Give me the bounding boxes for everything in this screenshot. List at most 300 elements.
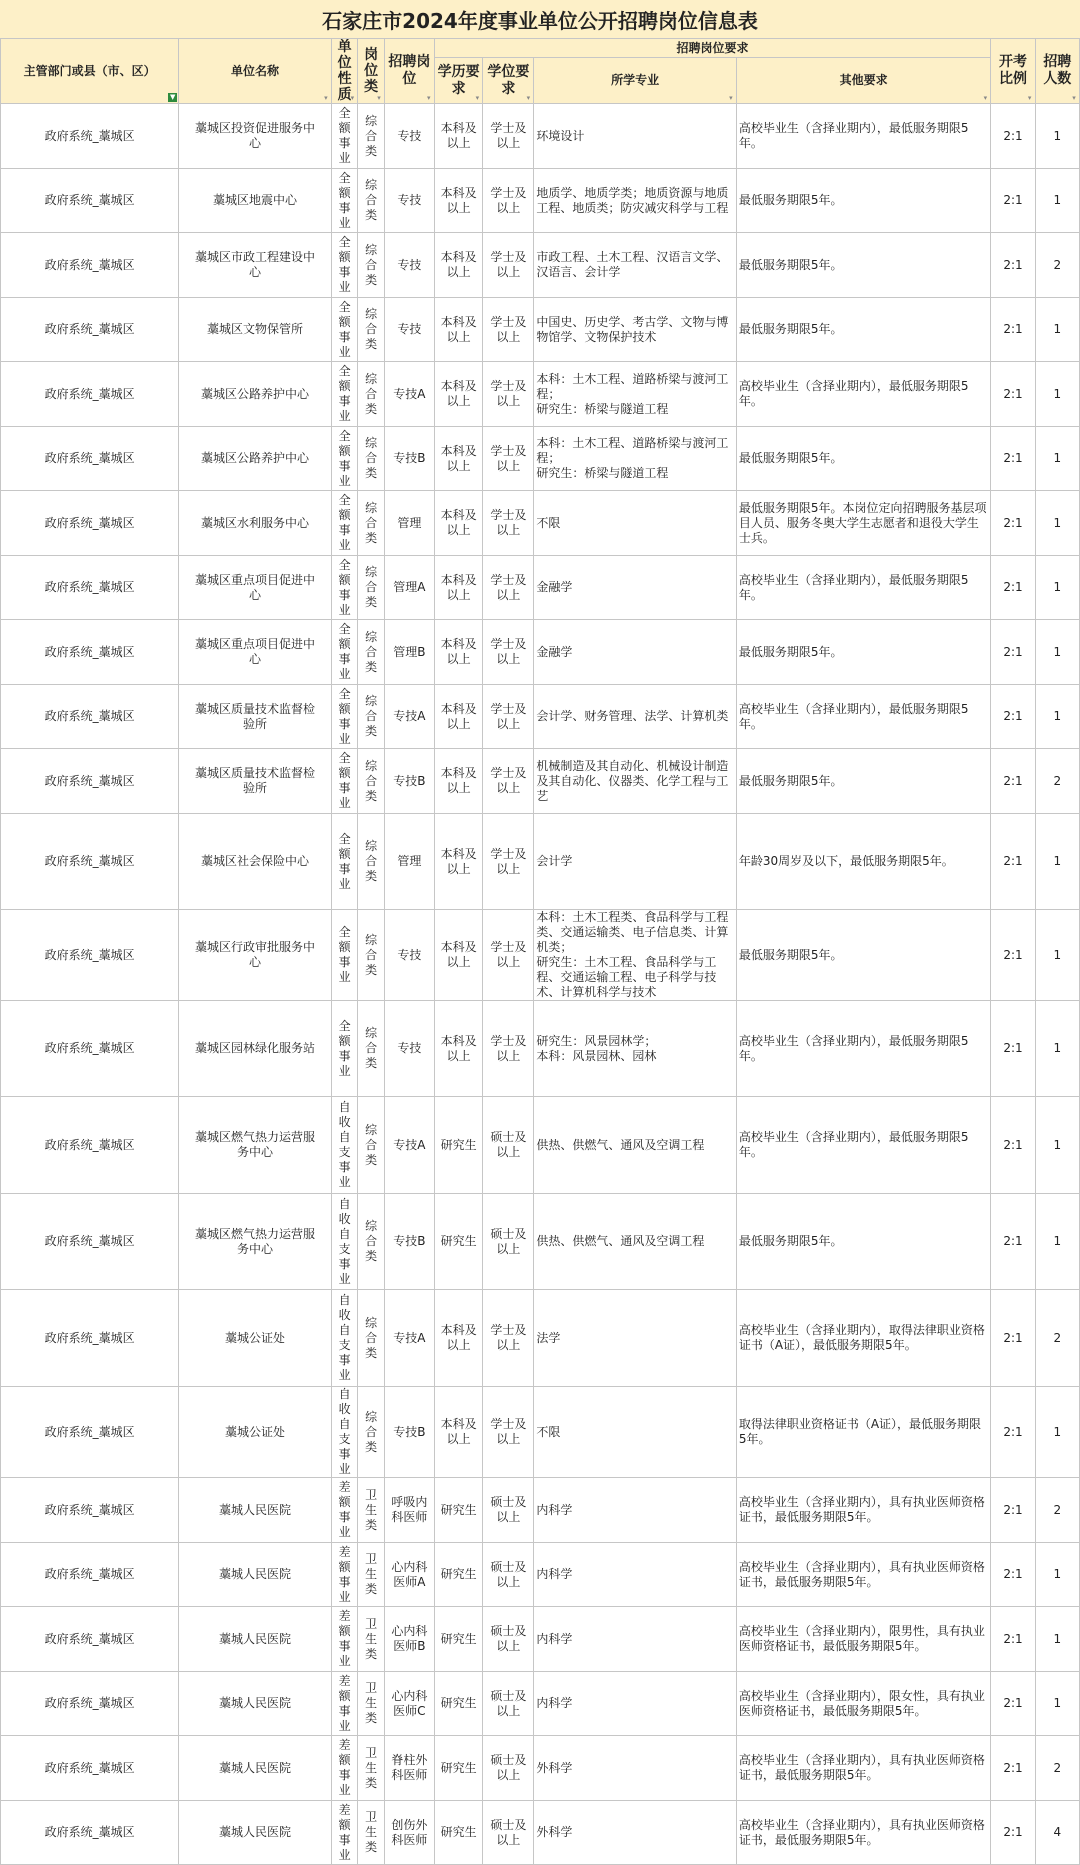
cell-post-type[interactable]: 综合类: [358, 104, 385, 169]
cell-education[interactable]: 本科及以上: [434, 1001, 483, 1097]
cell-dept[interactable]: 政府系统_藁城区: [1, 1543, 179, 1607]
cell-post-type[interactable]: 综合类: [358, 685, 385, 749]
cell-major[interactable]: 机械制造及其自动化、机械设计制造及其自动化、仪器类、化学工程与工艺: [534, 749, 737, 814]
cell-degree[interactable]: 学士及以上: [483, 298, 534, 362]
header-unit-nature[interactable]: [331, 39, 358, 104]
cell-education[interactable]: 本科及以上: [434, 362, 483, 427]
cell-dept[interactable]: 政府系统_藁城区: [1, 1672, 179, 1736]
cell-unit-nature[interactable]: 差额事业: [331, 1736, 358, 1801]
cell-dept[interactable]: 政府系统_藁城区: [1, 620, 179, 685]
cell-unit-nature[interactable]: 差额事业: [331, 1478, 358, 1543]
cell-post-type[interactable]: 综合类: [358, 556, 385, 620]
cell-degree[interactable]: 学士及以上: [483, 362, 534, 427]
cell-other[interactable]: 最低服务期限5年。: [736, 1194, 991, 1290]
cell-major[interactable]: 中国史、历史学、考古学、文物与博物馆学、文物保护技术: [534, 298, 737, 362]
cell-major[interactable]: 金融学: [534, 620, 737, 685]
cell-post-type[interactable]: 综合类: [358, 233, 385, 298]
cell-degree[interactable]: 学士及以上: [483, 104, 534, 169]
cell-other[interactable]: 最低服务期限5年。: [736, 620, 991, 685]
cell-degree[interactable]: 学士及以上: [483, 620, 534, 685]
cell-unit-nature[interactable]: 全额事业: [331, 298, 358, 362]
cell-post-type[interactable]: 综合类: [358, 169, 385, 233]
cell-count[interactable]: 1: [1035, 1097, 1079, 1194]
cell-post[interactable]: 心内科医师C: [384, 1672, 434, 1736]
table-row[interactable]: [1, 1097, 1080, 1194]
cell-unit-nature[interactable]: 全额事业: [331, 169, 358, 233]
cell-degree[interactable]: 硕士及以上: [483, 1801, 534, 1865]
cell-other[interactable]: 最低服务期限5年。: [736, 298, 991, 362]
cell-post[interactable]: 专技: [384, 104, 434, 169]
filter-dropdown-icon[interactable]: ▾: [426, 94, 431, 102]
cell-unit[interactable]: 藁城人民医院: [179, 1543, 332, 1607]
cell-unit-nature[interactable]: 全额事业: [331, 749, 358, 814]
table-row[interactable]: [1, 814, 1080, 910]
cell-other[interactable]: 高校毕业生（含择业期内），最低服务期限5年。: [736, 685, 991, 749]
cell-ratio[interactable]: 2:1: [991, 491, 1035, 556]
table-row[interactable]: [1, 1290, 1080, 1387]
cell-unit-nature[interactable]: 差额事业: [331, 1543, 358, 1607]
cell-unit[interactable]: 藁城区水利服务中心: [179, 491, 332, 556]
cell-other[interactable]: 最低服务期限5年。: [736, 749, 991, 814]
cell-unit-nature[interactable]: 全额事业: [331, 910, 358, 1001]
cell-post-type[interactable]: 综合类: [358, 910, 385, 1001]
cell-degree[interactable]: 学士及以上: [483, 685, 534, 749]
cell-count[interactable]: 4: [1035, 1801, 1079, 1865]
cell-post-type[interactable]: 综合类: [358, 362, 385, 427]
cell-unit-nature[interactable]: 自收自支事业: [331, 1194, 358, 1290]
cell-ratio[interactable]: 2:1: [991, 685, 1035, 749]
cell-other[interactable]: 年龄30周岁及以下，最低服务期限5年。: [736, 814, 991, 910]
filter-dropdown-icon[interactable]: ▾: [526, 94, 531, 102]
cell-major[interactable]: 内科学: [534, 1607, 737, 1672]
table-row[interactable]: [1, 749, 1080, 814]
cell-post[interactable]: 管理A: [384, 556, 434, 620]
cell-ratio[interactable]: 2:1: [991, 233, 1035, 298]
cell-post-type[interactable]: 卫生类: [358, 1543, 385, 1607]
cell-degree[interactable]: 学士及以上: [483, 169, 534, 233]
cell-unit-nature[interactable]: 全额事业: [331, 427, 358, 491]
cell-education[interactable]: 本科及以上: [434, 814, 483, 910]
cell-unit-nature[interactable]: 全额事业: [331, 233, 358, 298]
table-row[interactable]: [1, 298, 1080, 362]
cell-dept[interactable]: 政府系统_藁城区: [1, 1478, 179, 1543]
cell-degree[interactable]: 学士及以上: [483, 233, 534, 298]
cell-ratio[interactable]: 2:1: [991, 1607, 1035, 1672]
cell-unit-nature[interactable]: 全额事业: [331, 685, 358, 749]
cell-education[interactable]: 研究生: [434, 1194, 483, 1290]
header-major[interactable]: [534, 58, 737, 104]
cell-unit[interactable]: 藁城区质量技术监督检验所: [179, 685, 332, 749]
cell-degree[interactable]: 学士及以上: [483, 1001, 534, 1097]
cell-major[interactable]: 研究生：风景园林学； 本科：风景园林、园林: [534, 1001, 737, 1097]
table-row[interactable]: [1, 910, 1080, 1001]
cell-post-type[interactable]: 卫生类: [358, 1672, 385, 1736]
cell-count[interactable]: 1: [1035, 910, 1079, 1001]
cell-major[interactable]: 金融学: [534, 556, 737, 620]
table-row[interactable]: [1, 1387, 1080, 1478]
cell-unit-nature[interactable]: 自收自支事业: [331, 1097, 358, 1194]
cell-ratio[interactable]: 2:1: [991, 910, 1035, 1001]
cell-major[interactable]: 内科学: [534, 1478, 737, 1543]
cell-degree[interactable]: 硕士及以上: [483, 1607, 534, 1672]
cell-major[interactable]: 本科：土木工程类、食品科学与工程类、交通运输类、电子信息类、计算机类； 研究生：土木工程、食品科学与工程、交通运输工程、电子科学与技术、计算机科学与技术: [534, 910, 737, 1001]
cell-unit-nature[interactable]: 差额事业: [331, 1801, 358, 1865]
cell-dept[interactable]: 政府系统_藁城区: [1, 427, 179, 491]
cell-post[interactable]: 心内科医师B: [384, 1607, 434, 1672]
cell-other[interactable]: 高校毕业生（含择业期内），取得法律职业资格证书（A证），最低服务期限5年。: [736, 1290, 991, 1387]
table-row[interactable]: [1, 1478, 1080, 1543]
cell-other[interactable]: 高校毕业生（含择业期内），具有执业医师资格证书，最低服务期限5年。: [736, 1478, 991, 1543]
cell-post[interactable]: 创伤外科医师: [384, 1801, 434, 1865]
cell-ratio[interactable]: 2:1: [991, 104, 1035, 169]
cell-unit-nature[interactable]: 全额事业: [331, 814, 358, 910]
cell-unit[interactable]: 藁城公证处: [179, 1290, 332, 1387]
cell-education[interactable]: 本科及以上: [434, 910, 483, 1001]
cell-count[interactable]: 1: [1035, 491, 1079, 556]
cell-post[interactable]: 管理B: [384, 620, 434, 685]
cell-post[interactable]: 专技: [384, 910, 434, 1001]
filter-dropdown-icon[interactable]: ▾: [377, 94, 381, 102]
cell-dept[interactable]: 政府系统_藁城区: [1, 1001, 179, 1097]
cell-post-type[interactable]: 综合类: [358, 1097, 385, 1194]
cell-count[interactable]: 1: [1035, 298, 1079, 362]
cell-post-type[interactable]: 综合类: [358, 620, 385, 685]
filter-dropdown-icon[interactable]: ▾: [475, 94, 480, 102]
cell-count[interactable]: 2: [1035, 1736, 1079, 1801]
cell-post[interactable]: 专技A: [384, 685, 434, 749]
cell-major[interactable]: 内科学: [534, 1543, 737, 1607]
cell-other[interactable]: 高校毕业生（含择业期内），限女性，具有执业医师资格证书，最低服务期限5年。: [736, 1672, 991, 1736]
cell-ratio[interactable]: 2:1: [991, 362, 1035, 427]
cell-other[interactable]: 最低服务期限5年。本岗位定向招聘服务基层项目人员、服务冬奥大学生志愿者和退役大学生士兵。: [736, 491, 991, 556]
cell-dept[interactable]: 政府系统_藁城区: [1, 1736, 179, 1801]
cell-education[interactable]: 研究生: [434, 1801, 483, 1865]
cell-unit[interactable]: 藁城区行政审批服务中心: [179, 910, 332, 1001]
table-row[interactable]: [1, 1001, 1080, 1097]
cell-unit-nature[interactable]: 全额事业: [331, 104, 358, 169]
cell-dept[interactable]: 政府系统_藁城区: [1, 1290, 179, 1387]
cell-degree[interactable]: 硕士及以上: [483, 1478, 534, 1543]
cell-post-type[interactable]: 综合类: [358, 427, 385, 491]
cell-degree[interactable]: 学士及以上: [483, 427, 534, 491]
cell-dept[interactable]: 政府系统_藁城区: [1, 1194, 179, 1290]
cell-count[interactable]: 1: [1035, 362, 1079, 427]
cell-major[interactable]: 本科：土木工程、道路桥梁与渡河工程； 研究生：桥梁与隧道工程: [534, 427, 737, 491]
cell-education[interactable]: 研究生: [434, 1607, 483, 1672]
cell-post-type[interactable]: 综合类: [358, 814, 385, 910]
cell-post-type[interactable]: 卫生类: [358, 1607, 385, 1672]
cell-ratio[interactable]: 2:1: [991, 556, 1035, 620]
cell-unit-nature[interactable]: 全额事业: [331, 556, 358, 620]
cell-count[interactable]: 1: [1035, 427, 1079, 491]
cell-ratio[interactable]: 2:1: [991, 1801, 1035, 1865]
cell-post[interactable]: 专技A: [384, 1290, 434, 1387]
cell-education[interactable]: 研究生: [434, 1736, 483, 1801]
cell-count[interactable]: 1: [1035, 814, 1079, 910]
cell-unit[interactable]: 藁城区质量技术监督检验所: [179, 749, 332, 814]
header-post[interactable]: [384, 39, 434, 104]
cell-count[interactable]: 2: [1035, 1478, 1079, 1543]
cell-unit-nature[interactable]: 差额事业: [331, 1672, 358, 1736]
header-education[interactable]: [434, 58, 483, 104]
cell-dept[interactable]: 政府系统_藁城区: [1, 169, 179, 233]
header-degree[interactable]: [483, 58, 534, 104]
cell-degree[interactable]: 硕士及以上: [483, 1672, 534, 1736]
cell-degree[interactable]: 学士及以上: [483, 749, 534, 814]
cell-major[interactable]: 外科学: [534, 1801, 737, 1865]
cell-education[interactable]: 本科及以上: [434, 749, 483, 814]
cell-dept[interactable]: 政府系统_藁城区: [1, 814, 179, 910]
cell-degree[interactable]: 学士及以上: [483, 556, 534, 620]
cell-ratio[interactable]: 2:1: [991, 169, 1035, 233]
cell-dept[interactable]: 政府系统_藁城区: [1, 556, 179, 620]
cell-ratio[interactable]: 2:1: [991, 1543, 1035, 1607]
cell-post-type[interactable]: 综合类: [358, 491, 385, 556]
cell-other[interactable]: 高校毕业生（含择业期内），最低服务期限5年。: [736, 104, 991, 169]
cell-dept[interactable]: 政府系统_藁城区: [1, 1801, 179, 1865]
cell-unit-nature[interactable]: 自收自支事业: [331, 1290, 358, 1387]
cell-unit[interactable]: 藁城区燃气热力运营服务中心: [179, 1194, 332, 1290]
cell-post[interactable]: 专技: [384, 169, 434, 233]
filter-dropdown-icon[interactable]: ▾: [1027, 94, 1032, 102]
cell-degree[interactable]: 硕士及以上: [483, 1097, 534, 1194]
cell-education[interactable]: 研究生: [434, 1478, 483, 1543]
cell-degree[interactable]: 硕士及以上: [483, 1543, 534, 1607]
header-ratio[interactable]: [991, 39, 1035, 104]
cell-education[interactable]: 研究生: [434, 1097, 483, 1194]
table-row[interactable]: [1, 556, 1080, 620]
header-unit[interactable]: [179, 39, 332, 104]
cell-post-type[interactable]: 综合类: [358, 1194, 385, 1290]
cell-unit[interactable]: 藁城人民医院: [179, 1801, 332, 1865]
cell-post[interactable]: 专技A: [384, 362, 434, 427]
cell-count[interactable]: 2: [1035, 749, 1079, 814]
cell-post-type[interactable]: 综合类: [358, 1387, 385, 1478]
cell-unit[interactable]: 藁城区地震中心: [179, 169, 332, 233]
cell-degree[interactable]: 硕士及以上: [483, 1194, 534, 1290]
cell-unit[interactable]: 藁城区文物保管所: [179, 298, 332, 362]
cell-unit[interactable]: 藁城人民医院: [179, 1672, 332, 1736]
cell-post[interactable]: 专技A: [384, 1097, 434, 1194]
cell-education[interactable]: 本科及以上: [434, 556, 483, 620]
cell-ratio[interactable]: 2:1: [991, 749, 1035, 814]
cell-dept[interactable]: 政府系统_藁城区: [1, 910, 179, 1001]
table-row[interactable]: [1, 1801, 1080, 1865]
table-row[interactable]: [1, 169, 1080, 233]
cell-ratio[interactable]: 2:1: [991, 1194, 1035, 1290]
cell-ratio[interactable]: 2:1: [991, 1478, 1035, 1543]
cell-post-type[interactable]: 卫生类: [358, 1801, 385, 1865]
table-row[interactable]: [1, 1543, 1080, 1607]
cell-other[interactable]: 最低服务期限5年。: [736, 910, 991, 1001]
cell-post[interactable]: 管理: [384, 814, 434, 910]
cell-education[interactable]: 研究生: [434, 1672, 483, 1736]
table-row[interactable]: [1, 491, 1080, 556]
cell-major[interactable]: 供热、供燃气、通风及空调工程: [534, 1097, 737, 1194]
cell-major[interactable]: 外科学: [534, 1736, 737, 1801]
cell-dept[interactable]: 政府系统_藁城区: [1, 298, 179, 362]
cell-post[interactable]: 专技B: [384, 427, 434, 491]
cell-unit[interactable]: 藁城区投资促进服务中心: [179, 104, 332, 169]
cell-count[interactable]: 1: [1035, 1543, 1079, 1607]
cell-ratio[interactable]: 2:1: [991, 1290, 1035, 1387]
cell-education[interactable]: 本科及以上: [434, 427, 483, 491]
cell-dept[interactable]: 政府系统_藁城区: [1, 685, 179, 749]
cell-degree[interactable]: 学士及以上: [483, 1290, 534, 1387]
table-row[interactable]: [1, 104, 1080, 169]
cell-unit[interactable]: 藁城区园林绿化服务站: [179, 1001, 332, 1097]
header-other[interactable]: [736, 58, 991, 104]
cell-unit-nature[interactable]: 差额事业: [331, 1607, 358, 1672]
cell-count[interactable]: 2: [1035, 233, 1079, 298]
filter-dropdown-icon[interactable]: ▾: [350, 94, 355, 102]
cell-dept[interactable]: 政府系统_藁城区: [1, 1607, 179, 1672]
cell-post[interactable]: 脊柱外科医师: [384, 1736, 434, 1801]
cell-unit-nature[interactable]: 自收自支事业: [331, 1387, 358, 1478]
cell-post[interactable]: 专技B: [384, 1387, 434, 1478]
cell-post[interactable]: 专技B: [384, 749, 434, 814]
cell-count[interactable]: 1: [1035, 1607, 1079, 1672]
cell-dept[interactable]: 政府系统_藁城区: [1, 233, 179, 298]
cell-post-type[interactable]: 综合类: [358, 298, 385, 362]
cell-degree[interactable]: 学士及以上: [483, 1387, 534, 1478]
cell-dept[interactable]: 政府系统_藁城区: [1, 362, 179, 427]
cell-count[interactable]: 1: [1035, 1672, 1079, 1736]
table-row[interactable]: [1, 427, 1080, 491]
cell-other[interactable]: 高校毕业生（含择业期内），最低服务期限5年。: [736, 1001, 991, 1097]
cell-post[interactable]: 专技: [384, 233, 434, 298]
cell-post[interactable]: 呼吸内科医师: [384, 1478, 434, 1543]
header-dept[interactable]: [1, 39, 179, 104]
filter-active-icon[interactable]: ▼: [169, 93, 176, 101]
cell-education[interactable]: 本科及以上: [434, 685, 483, 749]
table-row[interactable]: [1, 685, 1080, 749]
table-row[interactable]: [1, 1194, 1080, 1290]
cell-major[interactable]: 环境设计: [534, 104, 737, 169]
cell-education[interactable]: 本科及以上: [434, 233, 483, 298]
cell-major[interactable]: 不限: [534, 1387, 737, 1478]
cell-dept[interactable]: 政府系统_藁城区: [1, 491, 179, 556]
cell-post[interactable]: 专技B: [384, 1194, 434, 1290]
filter-dropdown-icon[interactable]: ▾: [324, 94, 328, 102]
filter-dropdown-icon[interactable]: ▾: [983, 94, 988, 102]
cell-other[interactable]: 高校毕业生（含择业期内），最低服务期限5年。: [736, 362, 991, 427]
cell-major[interactable]: 市政工程、土木工程、汉语言文学、汉语言、会计学: [534, 233, 737, 298]
cell-dept[interactable]: 政府系统_藁城区: [1, 749, 179, 814]
cell-degree[interactable]: 硕士及以上: [483, 1736, 534, 1801]
cell-degree[interactable]: 学士及以上: [483, 910, 534, 1001]
cell-dept[interactable]: 政府系统_藁城区: [1, 104, 179, 169]
cell-major[interactable]: 内科学: [534, 1672, 737, 1736]
cell-major[interactable]: 会计学、财务管理、法学、计算机类: [534, 685, 737, 749]
cell-count[interactable]: 1: [1035, 1001, 1079, 1097]
cell-count[interactable]: 1: [1035, 685, 1079, 749]
cell-ratio[interactable]: 2:1: [991, 298, 1035, 362]
cell-unit[interactable]: 藁城区市政工程建设中心: [179, 233, 332, 298]
cell-unit[interactable]: 藁城区公路养护中心: [179, 362, 332, 427]
cell-education[interactable]: 本科及以上: [434, 298, 483, 362]
cell-post[interactable]: 心内科医师A: [384, 1543, 434, 1607]
cell-count[interactable]: 1: [1035, 1194, 1079, 1290]
cell-other[interactable]: 取得法律职业资格证书（A证），最低服务期限5年。: [736, 1387, 991, 1478]
cell-education[interactable]: 本科及以上: [434, 620, 483, 685]
cell-education[interactable]: 本科及以上: [434, 104, 483, 169]
cell-education[interactable]: 研究生: [434, 1543, 483, 1607]
cell-ratio[interactable]: 2:1: [991, 1387, 1035, 1478]
cell-major[interactable]: 供热、供燃气、通风及空调工程: [534, 1194, 737, 1290]
cell-post[interactable]: 专技: [384, 298, 434, 362]
cell-unit[interactable]: 藁城人民医院: [179, 1478, 332, 1543]
cell-ratio[interactable]: 2:1: [991, 1001, 1035, 1097]
cell-unit-nature[interactable]: 全额事业: [331, 362, 358, 427]
cell-other[interactable]: 最低服务期限5年。: [736, 169, 991, 233]
cell-post-type[interactable]: 综合类: [358, 1001, 385, 1097]
cell-major[interactable]: 地质学、地质学类；地质资源与地质工程、地质类；防灾减灾科学与工程: [534, 169, 737, 233]
cell-education[interactable]: 本科及以上: [434, 1387, 483, 1478]
cell-count[interactable]: 2: [1035, 1290, 1079, 1387]
cell-other[interactable]: 高校毕业生（含择业期内），限男性，具有执业医师资格证书，最低服务期限5年。: [736, 1607, 991, 1672]
cell-unit-nature[interactable]: 全额事业: [331, 1001, 358, 1097]
cell-dept[interactable]: 政府系统_藁城区: [1, 1097, 179, 1194]
header-post-type[interactable]: [358, 39, 385, 104]
cell-degree[interactable]: 学士及以上: [483, 491, 534, 556]
cell-other[interactable]: 高校毕业生（含择业期内），最低服务期限5年。: [736, 1097, 991, 1194]
cell-post-type[interactable]: 卫生类: [358, 1478, 385, 1543]
cell-count[interactable]: 1: [1035, 620, 1079, 685]
cell-post-type[interactable]: 卫生类: [358, 1736, 385, 1801]
cell-unit[interactable]: 藁城人民医院: [179, 1736, 332, 1801]
table-row[interactable]: [1, 1736, 1080, 1801]
cell-ratio[interactable]: 2:1: [991, 427, 1035, 491]
cell-unit[interactable]: 藁城区重点项目促进中心: [179, 620, 332, 685]
cell-unit-nature[interactable]: 全额事业: [331, 491, 358, 556]
cell-other[interactable]: 高校毕业生（含择业期内），最低服务期限5年。: [736, 556, 991, 620]
cell-other[interactable]: 最低服务期限5年。: [736, 427, 991, 491]
cell-post[interactable]: 管理: [384, 491, 434, 556]
cell-count[interactable]: 1: [1035, 556, 1079, 620]
cell-unit[interactable]: 藁城区社会保险中心: [179, 814, 332, 910]
cell-post-type[interactable]: 综合类: [358, 749, 385, 814]
cell-ratio[interactable]: 2:1: [991, 1097, 1035, 1194]
table-row[interactable]: [1, 1672, 1080, 1736]
cell-education[interactable]: 本科及以上: [434, 1290, 483, 1387]
filter-dropdown-icon[interactable]: ▾: [729, 94, 733, 102]
cell-education[interactable]: 本科及以上: [434, 491, 483, 556]
cell-dept[interactable]: 政府系统_藁城区: [1, 1387, 179, 1478]
cell-post-type[interactable]: 综合类: [358, 1290, 385, 1387]
cell-major[interactable]: 不限: [534, 491, 737, 556]
cell-major[interactable]: 法学: [534, 1290, 737, 1387]
cell-other[interactable]: 高校毕业生（含择业期内），具有执业医师资格证书，最低服务期限5年。: [736, 1736, 991, 1801]
cell-other[interactable]: 高校毕业生（含择业期内），具有执业医师资格证书，最低服务期限5年。: [736, 1543, 991, 1607]
table-row[interactable]: [1, 362, 1080, 427]
cell-post[interactable]: 专技: [384, 1001, 434, 1097]
cell-ratio[interactable]: 2:1: [991, 1736, 1035, 1801]
cell-ratio[interactable]: 2:1: [991, 814, 1035, 910]
cell-ratio[interactable]: 2:1: [991, 620, 1035, 685]
table-row[interactable]: [1, 233, 1080, 298]
cell-unit[interactable]: 藁城公证处: [179, 1387, 332, 1478]
cell-ratio[interactable]: 2:1: [991, 1672, 1035, 1736]
cell-other[interactable]: 高校毕业生（含择业期内），具有执业医师资格证书，最低服务期限5年。: [736, 1801, 991, 1865]
cell-degree[interactable]: 学士及以上: [483, 814, 534, 910]
cell-unit[interactable]: 藁城人民医院: [179, 1607, 332, 1672]
cell-unit[interactable]: 藁城区公路养护中心: [179, 427, 332, 491]
cell-education[interactable]: 本科及以上: [434, 169, 483, 233]
cell-count[interactable]: 1: [1035, 1387, 1079, 1478]
cell-other[interactable]: 最低服务期限5年。: [736, 233, 991, 298]
cell-unit[interactable]: 藁城区重点项目促进中心: [179, 556, 332, 620]
